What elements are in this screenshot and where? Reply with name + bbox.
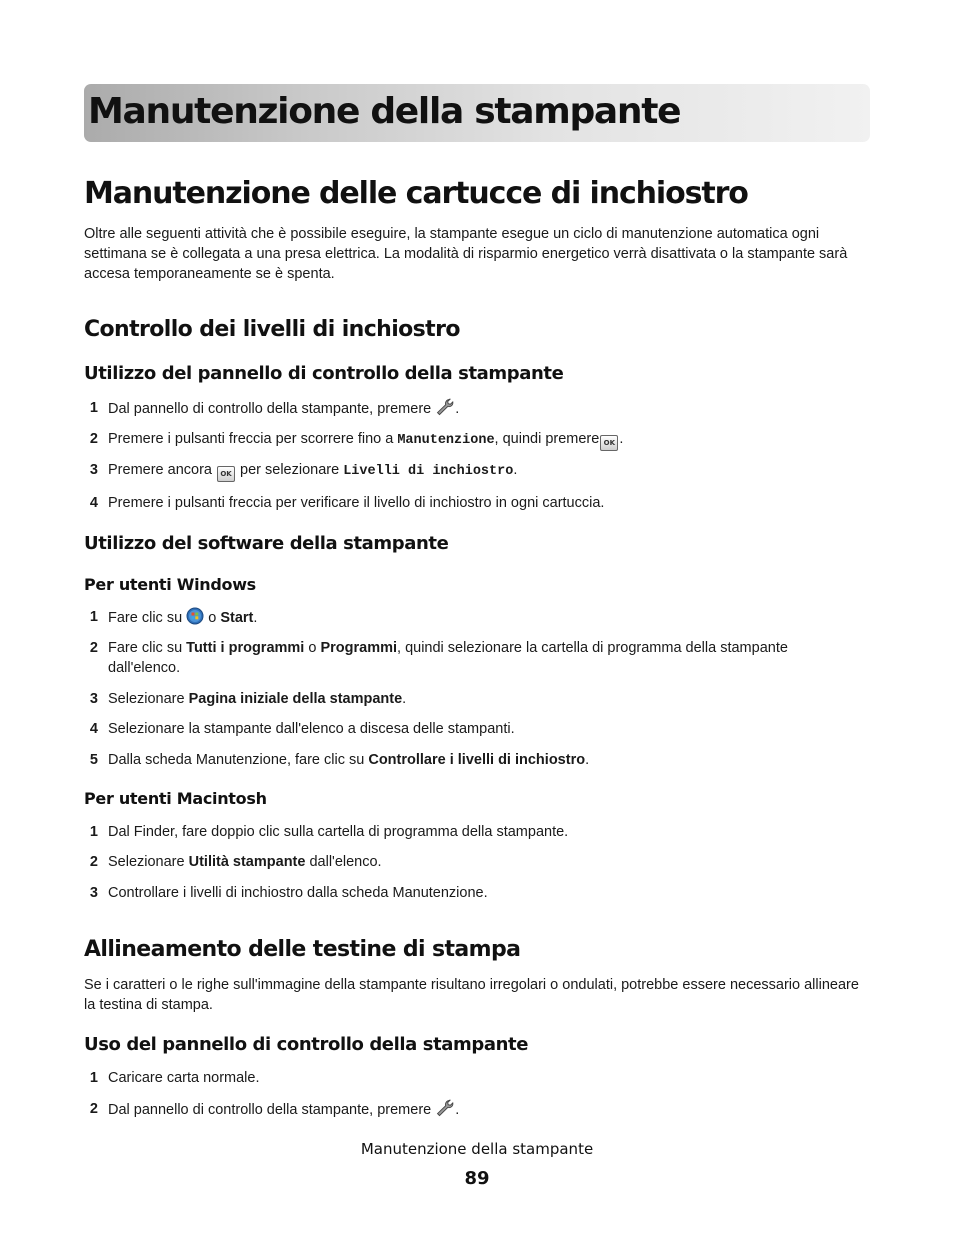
heading-panel-alignment: Uso del pannello di controllo della stampante (84, 1034, 529, 1055)
step-number: 4 (89, 721, 98, 737)
ok-button-icon: OK (217, 466, 235, 482)
step-number: 3 (89, 691, 98, 707)
step-number: 1 (89, 824, 98, 840)
section-intro-alignment: Se i caratteri o le righe sull'immagine della stampante risultano irregolari o ondulati, potrebbe essere necessario allineare la testina di stampa. (84, 977, 859, 1013)
heading-macintosh: Per utenti Macintosh (84, 789, 267, 808)
step-number: 3 (89, 462, 98, 478)
step-text: Controllare i livelli di inchiostro dalla scheda Manutenzione. (108, 885, 488, 901)
page-number: 89 (464, 1168, 490, 1189)
heading-windows: Per utenti Windows (84, 575, 256, 594)
subsection-title-ink-levels: Controllo dei livelli di inchiostro (84, 317, 460, 342)
step-text: Caricare carta normale. (108, 1070, 260, 1086)
wrench-icon (435, 1099, 455, 1117)
step-text: Dalla scheda Manutenzione, fare clic su Controllare i livelli di inchiostro. (108, 752, 590, 768)
step-number: 2 (89, 640, 98, 656)
step-number: 2 (89, 431, 98, 447)
footer-label: Manutenzione della stampante (360, 1140, 594, 1158)
step-number: 5 (89, 752, 98, 768)
menu-code: Livelli di inchiostro (343, 464, 514, 479)
section-intro-cartridges: Oltre alle seguenti attività che è possibile eseguire, la stampante esegue un ciclo di manutenzione automatica ogni settimana se è collegata a una presa elettrica. La modalità di risparmio energetico verrà disattivata o la stampante sarà accesa temporaneamente se è spenta. (84, 226, 848, 282)
step-number: 4 (89, 495, 98, 511)
heading-panel-ink: Utilizzo del pannello di controllo della stampante (84, 363, 564, 384)
step-text: Dal pannello di controllo della stampante, premere . (108, 398, 863, 419)
section-title-cartridges: Manutenzione delle cartucce di inchiostro (84, 176, 748, 211)
heading-software: Utilizzo del software della stampante (84, 533, 449, 554)
step-text: Selezionare Pagina iniziale della stampante. (108, 691, 407, 707)
step-text: Dal Finder, fare doppio clic sulla cartella di programma della stampante. (108, 824, 569, 840)
step-number: 1 (89, 609, 98, 625)
step-number: 2 (89, 1101, 98, 1117)
step-text: Premere ancora OK per selezionare Livelli di inchiostro. (108, 460, 863, 482)
step-text: Premere i pulsanti freccia per verificare il livello di inchiostro in ogni cartuccia. (108, 495, 605, 511)
step-text: Dal pannello di controllo della stampante, premere . (108, 1099, 863, 1120)
step-text: Selezionare Utilità stampante dall'elenco. (108, 854, 382, 870)
step-number: 1 (89, 400, 98, 416)
wrench-icon (435, 398, 455, 416)
subsection-title-alignment: Allineamento delle testine di stampa (84, 937, 521, 962)
menu-code: Manutenzione (397, 433, 495, 448)
step-text: Premere i pulsanti freccia per scorrere fino a Manutenzione, quindi premere OK . (108, 429, 863, 451)
step-number: 2 (89, 854, 98, 870)
step-text: Fare clic su o Start. (108, 607, 863, 628)
windows-start-icon (186, 607, 204, 625)
step-text: Fare clic su Tutti i programmi o Programmi, quindi selezionare la cartella di programma della stampante dall'elenco. (108, 640, 788, 676)
step-number: 3 (89, 885, 98, 901)
step-number: 1 (89, 1070, 98, 1086)
ok-button-icon: OK (600, 435, 618, 451)
step-text: Selezionare la stampante dall'elenco a discesa delle stampanti. (108, 721, 515, 737)
chapter-title: Manutenzione della stampante (88, 91, 681, 132)
